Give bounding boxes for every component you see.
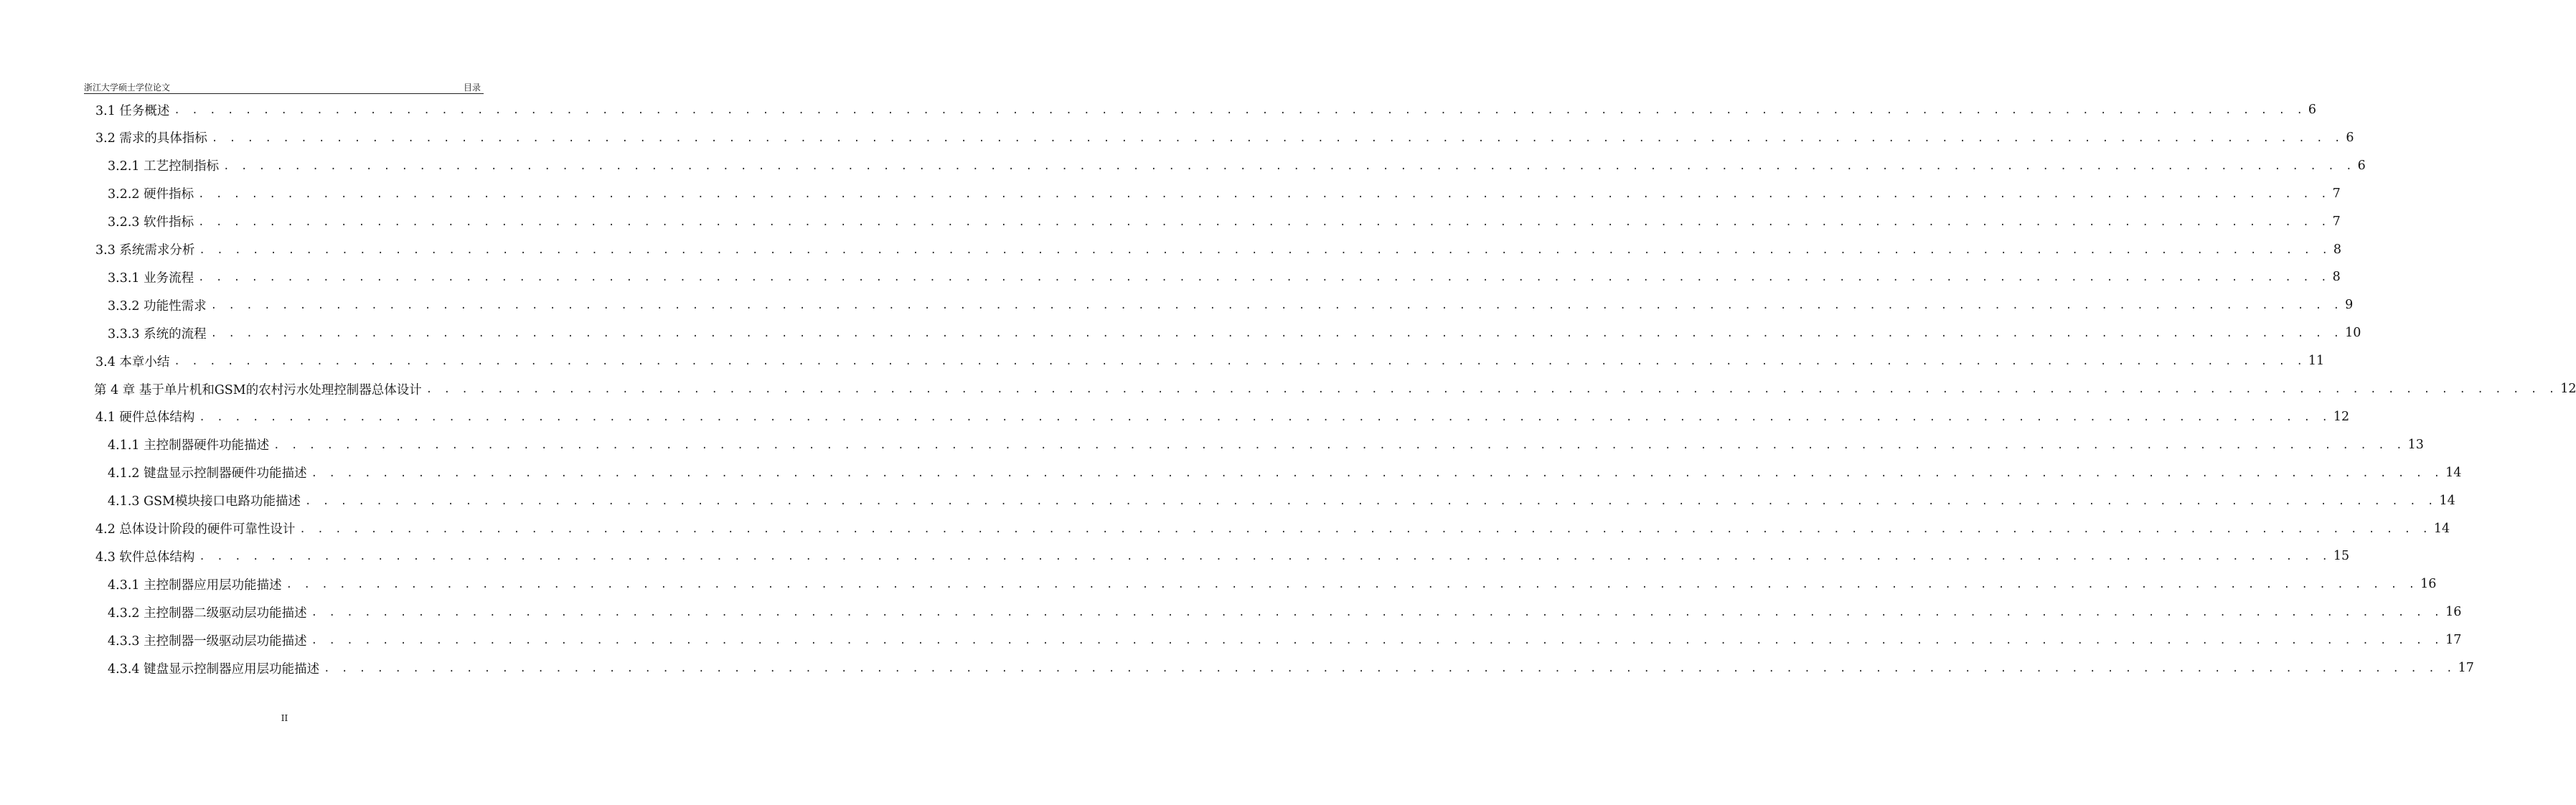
toc-leader-dots: . . . . . . . . . . . . . . . . . . . . . . . . . . . . . . . . . . . . . . . . . . . . . . . . . . . . . . . . . . . . . . . . . . . . . . . . . . . . . . . . . . . . . . . . . . . . . . . . . . . . . . . . . . . . . . . . . . . . . . . . xyxy=(174,356,2305,368)
toc-entry-title: 4.3 软件总体结构 xyxy=(95,550,195,565)
toc-leader-dots: . . . . . . . . . . . . . . . . . . . . . . . . . . . . . . . . . . . . . . . . . . . . . . . . . . . . . . . . . . . . . . . . . . . . . . . . . . . . . . . . . . . . . . . . . . . . . . . . . . . . . . . . . . . . . . . . . . . . . . . . xyxy=(311,607,2443,619)
toc-entry[interactable] xyxy=(95,347,2325,375)
toc-entry-title: 4.2 总体设计阶段的硬件可靠性设计 xyxy=(95,522,296,537)
toc-entry-title: 第 4 章 基于单片机和GSM的农村污水处理控制器总体设计 xyxy=(94,382,422,397)
toc-entry-page: 17 xyxy=(2445,633,2462,648)
toc-entry[interactable] xyxy=(108,598,2462,626)
toc-entry[interactable] xyxy=(108,180,2341,207)
toc-entry-title: 3.3.1 业务流程 xyxy=(108,270,194,286)
toc-leader-dots: . . . . . . . . . . . . . . . . . . . . . . . . . . . . . . . . . . . . . . . . . . . . . . . . . . . . . . . . . . . . . . . . . . . . . . . . . . . . . . . . . . . . . . . . . . . . . . . . . . . . . . . . . . . . . . . . . . . . . . . . xyxy=(198,216,2330,228)
toc-entry-title: 4.1.1 主控制器硬件功能描述 xyxy=(108,438,270,453)
toc-entry-title: 4.1.3 GSM模块接口电路功能描述 xyxy=(108,494,301,509)
toc-leader-dots: . . . . . . . . . . . . . . . . . . . . . . . . . . . . . . . . . . . . . . . . . . . . . . . . . . . . . . . . . . . . . . . . . . . . . . . . . . . . . . . . . . . . . . . . . . . . . . . . . . . . . . . . . . . . . . . . . . . . . . . . xyxy=(198,188,2330,200)
header-thesis-title: 浙江大学硕士学位论文 xyxy=(84,83,171,93)
toc-leader-dots: . . . . . . . . . . . . . . . . . . . . . . . . . . . . . . . . . . . . . . . . . . . . . . . . . . . . . . . . . . . . . . . . . . . . . . . . . . . . . . . . . . . . . . . . . . . . . . . . . . . . . . . . . . . . . . . . . . . . . . . . xyxy=(211,132,2344,144)
toc-entry-page: 8 xyxy=(2332,270,2341,285)
toc-entry[interactable] xyxy=(95,542,2350,570)
toc-leader-dots: . . . . . . . . . . . . . . . . . . . . . . . . . . . . . . . . . . . . . . . . . . . . . . . . . . . . . . . . . . . . . . . . . . . . . . . . . . . . . . . . . . . . . . . . . . . . . . . . . . . . . . . . . . . . . . . . . . . . . . . . xyxy=(198,272,2330,284)
toc-leader-dots: . . . . . . . . . . . . . . . . . . . . . . . . . . . . . . . . . . . . . . . . . . . . . . . . . . . . . . . . . . . . . . . . . . . . . . . . . . . . . . . . . . . . . . . . . . . . . . . . . . . . . . . . . . . . . . . . . . . . . . . . xyxy=(273,439,2405,451)
toc-entry-page: 16 xyxy=(2445,605,2462,620)
toc-entry-page: 6 xyxy=(2308,103,2317,117)
toc-entry[interactable] xyxy=(95,515,2450,542)
toc-entry-title: 4.3.1 主控制器应用层功能描述 xyxy=(108,578,282,593)
toc-entry[interactable] xyxy=(108,431,2424,458)
toc-entry-page: 14 xyxy=(2439,493,2455,508)
toc-leader-dots: . . . . . . . . . . . . . . . . . . . . . . . . . . . . . . . . . . . . . . . . . . . . . . . . . . . . . . . . . . . . . . . . . . . . . . . . . . . . . . . . . . . . . . . . . . . . . . . . . . . . . . . . . . . . . . . . . . . . . . . . xyxy=(210,328,2343,340)
toc-entry-page: 11 xyxy=(2308,354,2325,369)
toc-leader-dots: . . . . . . . . . . . . . . . . . . . . . . . . . . . . . . . . . . . . . . . . . . . . . . . . . . . . . . . . . . . . . . . . . . . . . . . . . . . . . . . . . . . . . . . . . . . . . . . . . . . . . . . . . . . . . . . . . . . . . . . . xyxy=(199,411,2331,423)
toc-entry-title: 3.4 本章小结 xyxy=(95,354,170,369)
toc-entry-title: 3.2.1 工艺控制指标 xyxy=(108,159,220,174)
toc-entry-page: 17 xyxy=(2458,661,2474,675)
toc-entry-page: 13 xyxy=(2407,437,2424,452)
toc-entry[interactable] xyxy=(108,263,2341,291)
toc-entry-page: 16 xyxy=(2420,577,2437,592)
toc-entry-page: 14 xyxy=(2433,521,2450,536)
toc-leader-dots: . . . . . . . . . . . . . . . . . . . . . . . . . . . . . . . . . . . . . . . . . . . . . . . . . . . . . . . . . . . . . . . . . . . . . . . . . . . . . . . . . . . . . . . . . . . . . . . . . . . . . . . . . . . . . . . . . . . . . . . . xyxy=(174,105,2305,116)
toc-entry-page: 6 xyxy=(2357,158,2366,173)
running-header xyxy=(84,80,484,94)
toc-entry-title: 4.3.4 键盘显示控制器应用层功能描述 xyxy=(108,662,320,677)
toc-entry[interactable] xyxy=(108,291,2354,319)
toc-leader-dots: . . . . . . . . . . . . . . . . . . . . . . . . . . . . . . . . . . . . . . . . . . . . . . . . . . . . . . . . . . . . . . . . . . . . . . . . . . . . . . . . . . . . . . . . . . . . . . . . . . . . . . . . . . . . . . . . . . . . . . . . xyxy=(223,160,2355,172)
toc-entry-title: 4.3.2 主控制器二级驱动层功能描述 xyxy=(108,606,307,621)
toc-entry[interactable] xyxy=(108,626,2462,654)
toc-entry[interactable] xyxy=(108,319,2361,347)
header-section-title: 目录 xyxy=(463,83,481,93)
toc-entry-page: 7 xyxy=(2332,214,2341,229)
toc-entry[interactable] xyxy=(95,403,2350,430)
toc-leader-dots: . . . . . . . . . . . . . . . . . . . . . . . . . . . . . . . . . . . . . . . . . . . . . . . . . . . . . . . . . . . . . . . . . . . . . . . . . . . . . . . . . . . . . . . . . . . . . . . . . . . . . . . . . . . . . . . . . . . . . . . . xyxy=(286,579,2418,591)
toc-entry-title: 3.3.2 功能性需求 xyxy=(108,298,207,314)
toc-leader-dots: . . . . . . . . . . . . . . . . . . . . . . . . . . . . . . . . . . . . . . . . . . . . . . . . . . . . . . . . . . . . . . . . . . . . . . . . . . . . . . . . . . . . . . . . . . . . . . . . . . . . . . . . . . . . . . . . . . . . . . . . xyxy=(210,300,2343,312)
toc-leader-dots: . . . . . . . . . . . . . . . . . . . . . . . . . . . . . . . . . . . . . . . . . . . . . . . . . . . . . . . . . . . . . . . . . . . . . . . . . . . . . . . . . . . . . . . . . . . . . . . . . . . . . . . . . . . . . . . . . . . . . . . . xyxy=(311,635,2443,647)
toc-entry-page: 14 xyxy=(2445,465,2462,480)
toc-leader-dots: . . . . . . . . . . . . . . . . . . . . . . . . . . . . . . . . . . . . . . . . . . . . . . . . . . . . . . . . . . . . . . . . . . . . . . . . . . . . . . . . . . . . . . . . . . . . . . . . . . . . . . . . . . . . . . . . . . . . . . . . xyxy=(199,551,2331,563)
toc-entry[interactable] xyxy=(95,96,2317,123)
toc-leader-dots: . . . . . . . . . . . . . . . . . . . . . . . . . . . . . . . . . . . . . . . . . . . . . . . . . . . . . . . . . . . . . . . . . . . . . . . . . . . . . . . . . . . . . . . . . . . . . . . . . . . . . . . . . . . . . . . . . . . . . . . . xyxy=(199,244,2331,256)
toc-entry-title: 3.2 需求的具体指标 xyxy=(95,131,207,146)
toc-entry[interactable] xyxy=(108,152,2366,179)
toc-entry-title: 4.1.2 键盘显示控制器硬件功能描述 xyxy=(108,466,307,481)
toc-entry[interactable] xyxy=(108,487,2455,514)
toc-entry[interactable] xyxy=(108,570,2437,598)
toc-leader-dots: . . . . . . . . . . . . . . . . . . . . . . . . . . . . . . . . . . . . . . . . . . . . . . . . . . . . . . . . . . . . . . . . . . . . . . . . . . . . . . . . . . . . . . . . . . . . . . . . . . . . . . . . . . . . . . . . . . . . . . . . xyxy=(304,495,2437,507)
toc-entry-title: 4.3.3 主控制器一级驱动层功能描述 xyxy=(108,634,307,649)
toc-entry[interactable] xyxy=(95,236,2342,263)
toc-leader-dots: . . . . . . . . . . . . . . . . . . . . . . . . . . . . . . . . . . . . . . . . . . . . . . . . . . . . . . . . . . . . . . . . . . . . . . . . . . . . . . . . . . . . . . . . . . . . . . . . . . . . . . . . . . . . . . . . . . . . . . . . xyxy=(311,467,2443,479)
toc-entry-page: 6 xyxy=(2346,130,2354,145)
toc-entry-title: 3.2.2 硬件指标 xyxy=(108,187,194,202)
toc-entry-title: 3.3.3 系统的流程 xyxy=(108,326,207,342)
toc-entry-title: 3.1 任务概述 xyxy=(95,103,170,118)
toc-entry-page: 10 xyxy=(2345,326,2361,341)
toc-entry-title: 4.1 硬件总体结构 xyxy=(95,410,195,425)
toc-leader-dots: . . . . . . . . . . . . . . . . . . . . . . . . . . . . . . . . . . . . . . . . . . . . . . . . . . . . . . . . . . . . . . . . . . . . . . . . . . . . . . . . . . . . . . . . . . . . . . . . . . . . . . . . . . . . . . . . . . . . . . . . xyxy=(324,663,2455,674)
toc-entry[interactable] xyxy=(108,459,2462,486)
toc-entry-page: 7 xyxy=(2332,186,2341,201)
toc-entry-page: 12 xyxy=(2333,409,2350,424)
page-number: II xyxy=(281,713,288,723)
toc-entry-page: 9 xyxy=(2345,298,2354,313)
toc-entry-page: 12 xyxy=(2560,382,2576,396)
toc-entry-page: 8 xyxy=(2333,242,2342,257)
toc-entry-title: 3.3 系统需求分析 xyxy=(95,243,195,258)
toc-entry[interactable] xyxy=(95,124,2354,151)
toc-entry-title: 3.2.3 软件指标 xyxy=(108,215,194,230)
toc-entry[interactable] xyxy=(94,375,2576,403)
toc-entry[interactable] xyxy=(108,208,2341,235)
toc-leader-dots: . . . . . . . . . . . . . . . . . . . . . . . . . . . . . . . . . . . . . . . . . . . . . . . . . . . . . . . . . . . . . . . . . . . . . . . . . . . . . . . . . . . . . . . . . . . . . . . . . . . . . . . . . . . . . . . . . . . . . . . . xyxy=(299,523,2431,535)
toc-entry[interactable] xyxy=(108,654,2474,682)
toc-entry-page: 15 xyxy=(2333,549,2350,564)
toc-leader-dots: . . . . . . . . . . . . . . . . . . . . . . . . . . . . . . . . . . . . . . . . . . . . . . . . . . . . . . . . . . . . . . . . . . . . . . . . . . . . . . . . . . . . . . . . . . . . . . . . . . . . . . . . . . . . . . . . . . . . . . . . xyxy=(426,384,2558,395)
